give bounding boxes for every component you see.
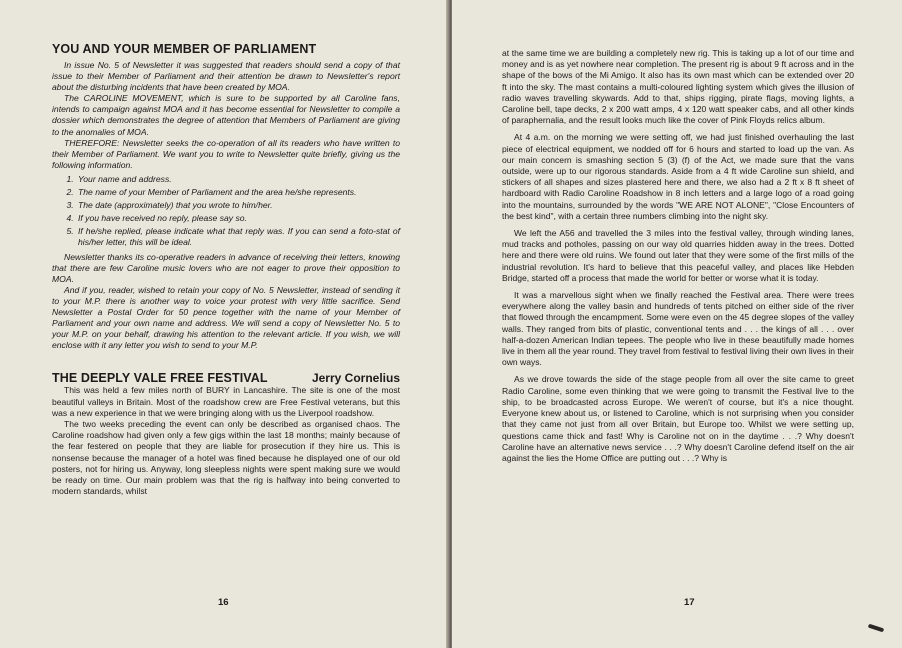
section1-paragraph: In issue No. 5 of Newsletter it was suggested that readers should send a copy of that issue to their Member of Parliament and their attention be drawn to Newsletter's report about the disturbing incidents that have been created by MOA. [52, 60, 400, 93]
list-item: 5. If he/she replied, please indicate what that reply was. If you can send a foto-stat of his/her letter, this will be ideal. [76, 226, 400, 248]
list-item: 3. The date (approximately) that you wrote to him/her. [76, 200, 400, 211]
article-paragraph: As we drove towards the side of the stage people from all over the site came to greet Radio Caroline, some even thinking that we were going to transmit the Festival live to the ship, to be broadcasted across Europe. We weren't of course, but it's a nice thought. Everyone knew about us, or listened to Caroline, which is not surprising when you consider that they came not just from all over Britain, but Europe too. Whilst we were setting up, questions came thick and fast! Why is Caroline not on in the daytime . . .? Why doesn't Caroline have an alternative news service . . .? Why doesn't Caroline defend itself on the air against the lies the Home Office are putting out . . .? Why is [502, 374, 854, 463]
article-paragraph: at the same time we are building a completely new rig. This is taking up a lot of our time and money and is as yet nowhere near completion. The present rig is about 9 ft across and in the shape of the bows of the Mi Amigo. It also has its own mast which can be extended over 20 ft into the sky. The mast contains a multi-coloured lighting system which gives the illusion of radio waves travelling skywards. Add to that, ships rigging, pirate flags, moving lights, a Caroline bell, tape decks, 2 x 200 watt amps, 4 x 120 watt speaker cabs, and all other kinds of paraphernalia, and the result looks much like the cover of Pink Floyds relics album. [502, 48, 854, 126]
right-column [502, 48, 854, 464]
section1-body [52, 60, 400, 351]
section2-header [52, 371, 400, 385]
page-number-left: 16 [218, 597, 229, 608]
section1-paragraph: Newsletter thanks its co-operative readers in advance of receiving their letters, knowing that there are few Caroline music lovers who are not eager to prove their opposition to MOA. [52, 251, 400, 284]
section1-paragraph: THEREFORE: Newsletter seeks the co-operation of all its readers who have written to their Member of Parliament. We want you to write to Newsletter quite briefly, giving us the following information. [52, 137, 400, 170]
section2-body [52, 385, 400, 497]
info-list [52, 174, 400, 249]
page-mark [868, 624, 884, 633]
left-page [0, 0, 448, 648]
section2-paragraph: The two weeks preceding the event can only be described as organised chaos. The Caroline roadshow had given only a few gigs within the last 18 months; mainly because of the fear festered on people that they are liable for prosecution if they hire us. This is nonsense because the manager of a hotel was fined because he displayed one of our old posters, not for hiring us. Anyway, long sleepless nights were spent making sure we would be ready on time. Our main problem was that the rig is halfway into being converted to modern standards, whilst [52, 418, 400, 497]
article-paragraph: It was a marvellous sight when we finally reached the Festival area. There were trees everywhere along the valley basin and hundreds of tents pitched on either side of the river that flowed through the encampment. Some were even on the 45 degree slopes of the valley walls. They ranged from bits of plastic, conventional tents and . . . the kings of all . . . over half-a-dozen American Indian tepees. The people who live in these beautifully made homes live in them all the year round. They travel from festival to festival living their own lives in their own ways. [502, 290, 854, 368]
section1-paragraph: The CAROLINE MOVEMENT, which is sure to be supported by all Caroline fans, intends to campaign against MOA and it has become essential for Newsletter to compile a dossier which demonstrates the degree of attention that Members of Parliament are giving to the anomalies of MOA. [52, 93, 400, 137]
left-column [52, 42, 400, 497]
section1-paragraph: And if you, reader, wished to retain your copy of No. 5 Newsletter, instead of sending it to your M.P. there is another way to voice your protest with very little sacrifice. Send Newsletter a Postal Order for 50 pence together with the name of your Member of Parliament and your own name and address. We will send a copy of Newsletter No. 5 to your M.P. on your behalf, drawing his attention to the relevant article. If you wish, we will enclose with it any letter you wish to send to your M.P. [52, 284, 400, 351]
article-paragraph: At 4 a.m. on the morning we were setting off, we had just finished overhauling the last piece of electrical equipment, we nodded off for 6 hours and started to load up the van. As our main concern is smashing section 5 (3) (f) of the Act, we made sure that the vans outside, were up to our rigorous standards. Aside from a 4 ft wide Caroline sun shield, and stickers of all shapes and sizes plastered here and there, we also had a 2 ft x 8 ft sheet of hardboard with Radio Caroline Roadshow in 8 inch letters and a large logo of a road going into the mountains, surrounded by the words "WE ARE NOT ALONE", "Close Encounters of the best kind", with a certain three numbers climbing into the night sky. [502, 132, 854, 221]
section2-paragraph: This was held a few miles north of BURY in Lancashire. The site is one of the most beautiful valleys in Britain. Most of the roadshow crew are Free Festival veterans, but this was a new experience in that we were bringing along with us the Liverpool roadshow. [52, 385, 400, 418]
list-item: 1. Your name and address. [76, 174, 400, 185]
right-page [452, 0, 902, 648]
section2-heading: THE DEEPLY VALE FREE FESTIVAL [52, 371, 268, 386]
section1-heading: YOU AND YOUR MEMBER OF PARLIAMENT [52, 42, 317, 56]
list-item: 4. If you have received no reply, please say so. [76, 213, 400, 224]
page-number-right: 17 [684, 597, 695, 608]
author-byline: Jerry Cornelius [311, 371, 400, 386]
list-item: 2. The name of your Member of Parliament and the area he/she represents. [76, 187, 400, 198]
article-paragraph: We left the A56 and travelled the 3 miles into the festival valley, through winding lanes, mud tracks and potholes, passing on our way old quarries hidden away in the trees. Dotted here and there were old ruins. We found out later that they were some of the first mills of the industrial revolution. It's hard to believe that this peaceful valley, and places like Hebden Bridge, started off a process that made the world for better or worse what it is today. [502, 228, 854, 283]
